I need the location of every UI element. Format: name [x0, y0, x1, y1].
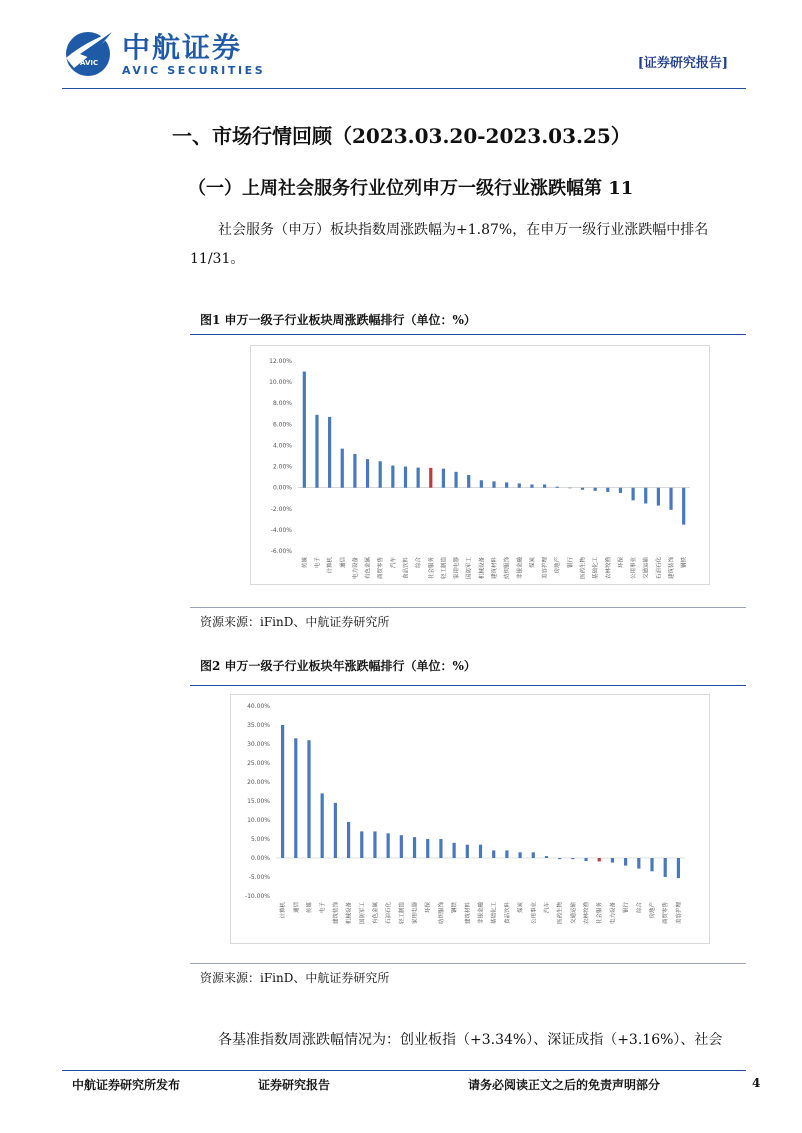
bar-传媒: [303, 372, 306, 488]
bar-食品饮料: [404, 467, 407, 488]
bar-汽车: [391, 466, 394, 488]
figure2-top-rule: [190, 685, 746, 686]
bar-建筑材料: [492, 481, 495, 487]
x-tick-label: 综合: [416, 557, 423, 569]
x-tick-label: 综合: [636, 902, 643, 914]
bar-家用电器: [454, 472, 457, 488]
bar-汽车: [545, 856, 548, 858]
x-tick-label: 商贸零售: [378, 557, 385, 580]
x-tick-label: 医药生物: [557, 902, 564, 925]
chart-frame: [251, 346, 710, 585]
x-tick-label: 建筑装饰: [669, 557, 676, 580]
y-tick-label: 6.00%: [272, 421, 292, 429]
paragraph-weekly-summary: 社会服务（申万）板块指数周涨跌幅为+1.87%，在申万一级行业涨跌幅中排名 11/31。: [190, 222, 709, 267]
bar-医药生物: [558, 858, 561, 859]
x-tick-label: 环保: [425, 902, 432, 914]
x-tick-label: 银行: [623, 902, 630, 914]
footer-divider: [62, 1070, 746, 1071]
y-tick-label: 4.00%: [272, 442, 292, 450]
x-tick-label: 电子: [320, 902, 327, 914]
y-tick-label: -10.00%: [244, 893, 270, 900]
x-tick-label: 交通运输: [570, 902, 577, 925]
x-tick-label: 轻工制造: [399, 902, 406, 925]
bar-有色金属: [373, 831, 376, 858]
bar-美容护理: [677, 858, 680, 878]
bar-国防军工: [467, 475, 470, 488]
figure1-top-rule: [190, 334, 746, 335]
bar-轻工制造: [442, 469, 445, 488]
x-tick-label: 美容护理: [676, 902, 683, 925]
x-tick-label: 家用电器: [412, 902, 419, 925]
bar-电力设备: [611, 858, 614, 863]
bar-电子: [315, 415, 318, 488]
x-tick-label: 传媒: [302, 557, 309, 569]
bar-通信: [341, 449, 344, 488]
bar-传媒: [307, 740, 310, 858]
x-tick-label: 社会服务: [428, 557, 435, 580]
x-tick-label: 计算机: [327, 557, 334, 574]
bar-商贸零售: [664, 858, 667, 877]
bar-建筑装饰: [334, 803, 337, 858]
bar-房地产: [556, 487, 559, 488]
figure2-source: 资源来源：iFinD、中航证券研究所: [200, 971, 390, 985]
x-tick-label: 农林牧渔: [584, 902, 591, 925]
y-tick-label: 20.00%: [247, 779, 270, 786]
y-tick-label: 0.00%: [272, 484, 292, 492]
bar-社会服务: [598, 858, 601, 861]
y-tick-label: 25.00%: [247, 760, 270, 767]
bar-家用电器: [413, 837, 416, 858]
bar-煤炭: [530, 485, 533, 488]
x-tick-label: 食品饮料: [504, 902, 511, 925]
x-tick-label: 医药生物: [580, 557, 587, 580]
y-tick-label: -4.00%: [270, 526, 292, 534]
footer-report-type: 证券研究报告: [258, 1078, 331, 1092]
bar-电力设备: [353, 454, 356, 488]
x-tick-label: 电力设备: [352, 557, 359, 580]
bar-轻工制造: [400, 835, 403, 858]
bar-有色金属: [366, 459, 369, 488]
x-tick-label: 石油石化: [656, 557, 663, 580]
x-tick-label: 商贸零售: [663, 902, 670, 925]
bar-石油石化: [387, 833, 390, 858]
x-tick-label: 食品饮料: [403, 557, 410, 580]
bar-基础化工: [492, 850, 495, 858]
bar-交通运输: [571, 858, 574, 859]
bar-农林牧渔: [584, 858, 587, 861]
bar-农林牧渔: [606, 488, 609, 492]
bar-石油石化: [657, 488, 660, 506]
figure1-bottom-rule: [190, 607, 746, 608]
x-tick-label: 房地产: [650, 902, 657, 919]
bar-纺织服饰: [439, 839, 442, 858]
y-tick-label: 10.00%: [247, 817, 270, 824]
bar-商贸零售: [379, 461, 382, 487]
bar-美容护理: [543, 485, 546, 488]
x-tick-label: 非银金融: [478, 902, 485, 925]
figure2-bottom-rule: [190, 963, 746, 964]
x-tick-label: 机械设备: [479, 557, 486, 580]
x-tick-label: 传媒: [306, 902, 313, 914]
bar-环保: [426, 839, 429, 858]
x-tick-label: 煤炭: [518, 902, 525, 914]
x-tick-label: 美容护理: [542, 557, 549, 580]
y-tick-label: -2.00%: [270, 505, 292, 513]
x-tick-label: 建筑装饰: [333, 902, 340, 925]
y-tick-label: 12.00%: [269, 358, 292, 365]
x-tick-label: 计算机: [280, 902, 287, 919]
bar-机械设备: [347, 822, 350, 858]
y-tick-label: 0.00%: [250, 855, 270, 862]
bar-建筑材料: [466, 845, 469, 858]
bar-食品饮料: [505, 850, 508, 858]
brand-name-en: AVIC SECURITIES: [122, 64, 266, 77]
bar-医药生物: [581, 488, 584, 490]
bar-电子: [321, 793, 324, 858]
y-tick-label: 15.00%: [247, 798, 270, 805]
x-tick-label: 钢铁: [681, 557, 688, 569]
y-tick-label: 30.00%: [247, 741, 270, 748]
page-number: 4: [752, 1076, 761, 1090]
x-tick-label: 钢铁: [452, 902, 459, 914]
x-tick-label: 建筑材料: [465, 902, 472, 925]
x-tick-label: 电力设备: [610, 902, 617, 925]
x-tick-label: 纺织服饰: [504, 557, 511, 580]
y-tick-label: -5.00%: [248, 874, 270, 881]
bar-综合: [637, 858, 640, 869]
figure1-source: 资源来源：iFinD、中航证券研究所: [200, 615, 390, 629]
bar-纺织服饰: [505, 482, 508, 487]
x-tick-label: 基础化工: [491, 902, 498, 925]
brand-logo: [62, 24, 292, 80]
y-tick-label: 35.00%: [247, 722, 270, 729]
y-tick-label: 5.00%: [250, 836, 270, 843]
bar-计算机: [328, 417, 331, 488]
x-tick-label: 家用电器: [454, 557, 461, 580]
bar-交通运输: [644, 488, 647, 504]
x-tick-label: 基础化工: [593, 557, 600, 580]
x-tick-label: 轻工制造: [441, 557, 448, 580]
bar-基础化工: [594, 488, 597, 491]
subsection-heading: （一）上周社会服务行业位列申万一级行业涨跌幅第 11: [188, 178, 634, 199]
x-tick-label: 汽车: [390, 557, 397, 569]
avic-logo-icon: [62, 24, 118, 80]
x-tick-label: 通信: [340, 557, 347, 569]
y-tick-label: 8.00%: [272, 400, 292, 408]
logo-badge-text: AVIC: [80, 59, 99, 67]
bar-机械设备: [480, 480, 483, 487]
x-tick-label: 银行: [567, 557, 574, 569]
bar-计算机: [281, 725, 284, 858]
bar-综合: [417, 468, 420, 488]
bar-非银金融: [518, 483, 521, 487]
bar-建筑装饰: [669, 488, 672, 510]
bar-通信: [294, 738, 297, 858]
section-heading: 一、市场行情回顾（2023.03.20-2023.03.25）: [172, 124, 631, 148]
x-tick-label: 非银金融: [517, 557, 524, 580]
weekly-change-chart: [250, 345, 710, 585]
bar-银行: [568, 488, 571, 489]
bar-房地产: [650, 858, 653, 871]
x-tick-label: 国防军工: [466, 557, 473, 580]
bar-钢铁: [682, 488, 685, 525]
figure2-title: 图2 申万一级子行业板块年涨跌幅排行（单位：%）: [200, 659, 476, 673]
x-tick-label: 国防军工: [359, 902, 366, 925]
bar-银行: [624, 858, 627, 866]
bar-环保: [619, 488, 622, 493]
x-tick-label: 石油石化: [386, 902, 393, 925]
x-tick-label: 有色金属: [365, 557, 372, 580]
bar-公用事业: [631, 488, 634, 501]
x-tick-label: 环保: [618, 557, 625, 569]
x-tick-label: 农林牧渔: [605, 557, 612, 580]
x-tick-label: 通信: [293, 902, 300, 914]
bar-社会服务: [429, 468, 432, 488]
x-tick-label: 建筑材料: [492, 557, 498, 580]
x-tick-label: 社会服务: [597, 902, 604, 925]
bar-非银金融: [479, 845, 482, 858]
y-tick-label: 40.00%: [247, 703, 270, 710]
y-tick-label: -6.00%: [270, 548, 292, 555]
x-tick-label: 汽车: [544, 902, 551, 914]
figure1-title: 图1 申万一级子行业板块周涨跌幅排行（单位：%）: [200, 313, 476, 327]
y-tick-label: 2.00%: [272, 463, 292, 471]
x-tick-label: 房地产: [555, 557, 562, 574]
paragraph-benchmark-indices: 各基准指数周涨跌幅情况为：创业板指（+3.34%）、深证成指（+3.16%）、社会: [218, 1032, 723, 1048]
header-divider: [62, 88, 746, 89]
bar-公用事业: [532, 852, 535, 858]
x-tick-label: 交通运输: [643, 557, 650, 580]
footer-publisher: 中航证券研究所发布: [72, 1078, 181, 1092]
x-tick-label: 公用事业: [531, 902, 538, 925]
bar-钢铁: [453, 843, 456, 858]
x-tick-label: 纺织服饰: [438, 902, 445, 925]
footer-disclaimer: 请务必阅读正文之后的免责声明部分: [468, 1078, 661, 1092]
x-tick-label: 公用事业: [631, 557, 638, 580]
bar-国防军工: [360, 831, 363, 858]
x-tick-label: 电子: [314, 557, 321, 569]
bar-煤炭: [518, 852, 521, 858]
x-tick-label: 煤炭: [529, 557, 536, 569]
x-tick-label: 机械设备: [346, 902, 353, 925]
y-tick-label: 10.00%: [269, 379, 292, 387]
report-type-tag: [证券研究报告]: [637, 56, 728, 71]
x-tick-label: 有色金属: [372, 902, 379, 925]
brand-name-cn: 中航证券: [122, 31, 243, 64]
yearly-change-chart: [230, 694, 710, 944]
